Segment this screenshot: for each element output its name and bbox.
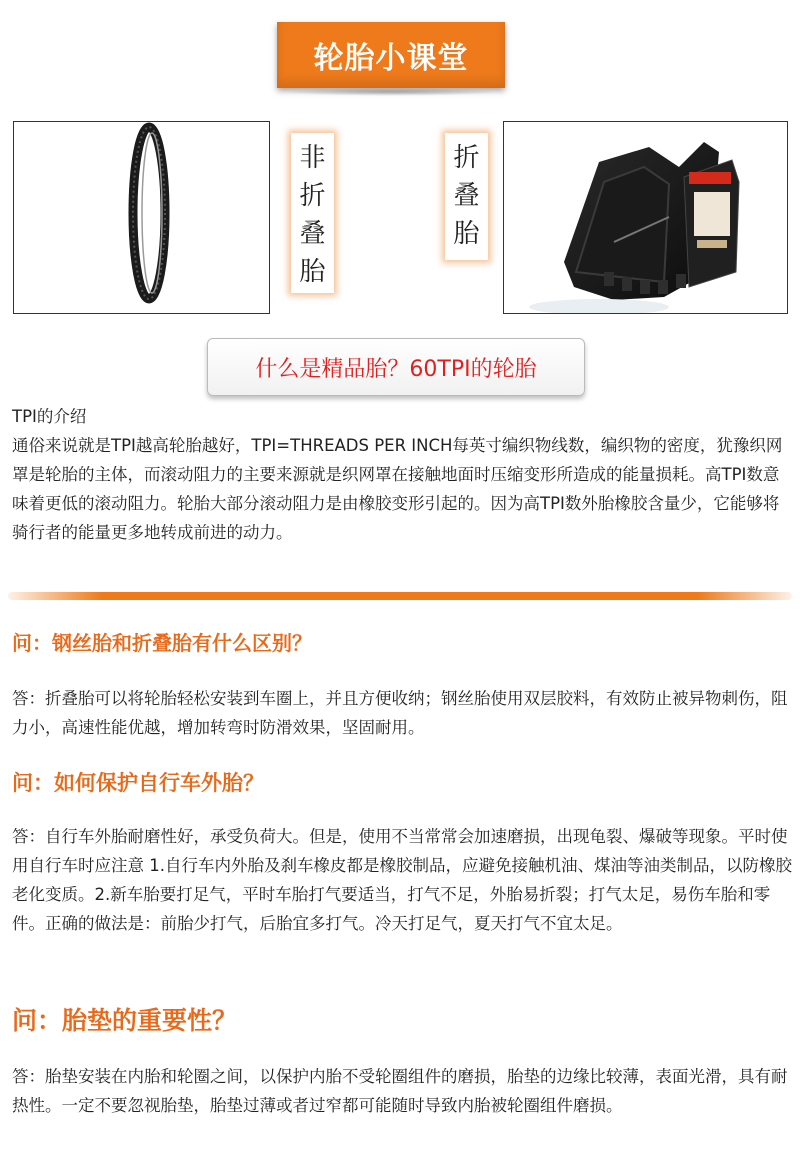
question-1: 问：钢丝胎和折叠胎有什么区别？ xyxy=(12,631,312,655)
label-char: 叠 xyxy=(453,181,480,211)
folding-tire-image xyxy=(503,121,788,314)
label-char: 叠 xyxy=(299,219,326,249)
tpi-body: 通俗来说就是TPI越高轮胎越好，TPI=THREADS PER INCH每英寸编织物线数，编织物的密度，犹豫织网罩是轮胎的主体，而滚动阻力的主要来源就是织网罩在接触地面时压缩变形所造成的能量损耗。高TPI数意味着更低的滚动阻力。轮胎大部分滚动阻力是由橡胶变形引起的。因为高TPI数外胎橡胶含量少，它能够将骑行者的能量更多地转成前进的动力。 xyxy=(12,436,783,542)
answer-1: 答：折叠胎可以将轮胎轻松安装到车圈上，并且方便收纳；钢丝胎使用双层胶料，有效防止被异物刺伤，阻力小，高速性能优越，增加转弯时防滑效果，坚固耐用。 xyxy=(12,689,788,737)
folding-tire-label xyxy=(445,133,488,260)
page-title-banner xyxy=(277,22,505,88)
question-3: 问：胎垫的重要性？ xyxy=(12,1006,238,1035)
subtitle-text: 什么是精品胎？60TPI的轮胎 xyxy=(255,356,537,382)
folding-tire-illustration xyxy=(504,122,787,313)
tpi-heading: TPI的介绍 xyxy=(12,407,87,426)
answer-3: 答：胎垫安装在内胎和轮圈之间，以保护内胎不受轮圈组件的磨损，胎垫的边缘比较薄，表面光滑，具有耐热性。一定不要忽视胎垫，胎垫过薄或者过窄都可能随时导致内胎被轮圈组件磨损。 xyxy=(12,1067,788,1115)
non-folding-tire-label xyxy=(291,133,334,293)
wire-tire-image xyxy=(13,121,270,314)
section-divider xyxy=(8,592,792,600)
label-char: 折 xyxy=(299,181,326,211)
answer-2: 答：自行车外胎耐磨性好，承受负荷大。但是，使用不当常常会加速磨损，出现龟裂、爆破等现象。平时使用自行车时应注意 1.自行车内外胎及刹车橡皮都是橡胶制品，应避免接触机油、煤油等油类制品，以防橡胶老化变质。2.新车胎要打足气，平时车胎打气要适当，打气不足，外胎易折裂；打气太足，易伤车胎和零件。正确的做法是：前胎少打气，后胎宜多打气。冷天打足气，夏天打气不宜太足。 xyxy=(12,827,792,933)
label-char: 折 xyxy=(453,143,480,173)
subtitle-box xyxy=(207,338,585,396)
label-char: 胎 xyxy=(453,219,480,249)
question-2: 问：如何保护自行车外胎？ xyxy=(12,771,264,795)
label-char: 非 xyxy=(299,143,326,173)
label-char: 胎 xyxy=(299,257,326,287)
wire-tire-illustration xyxy=(14,122,269,313)
page-title: 轮胎小课堂 xyxy=(313,41,469,76)
